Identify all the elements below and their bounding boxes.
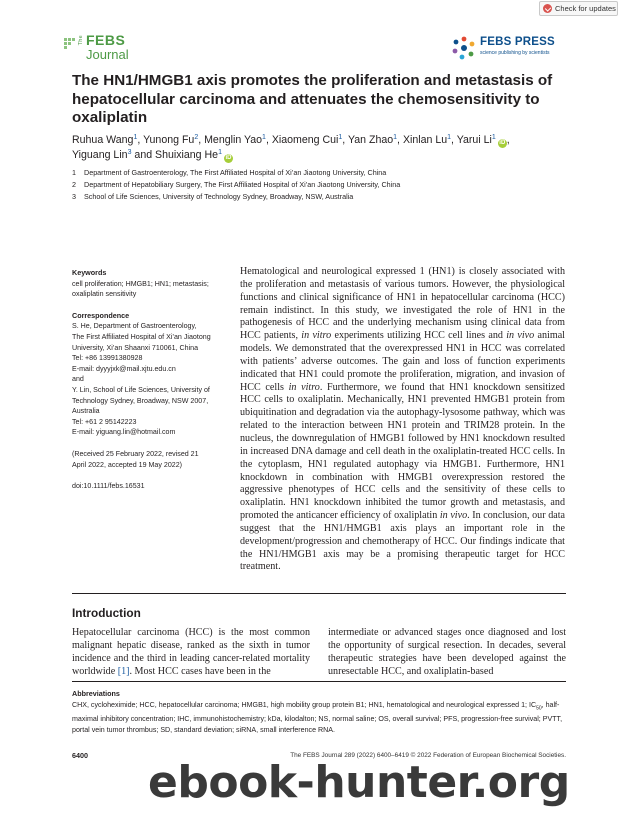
keywords-text: cell proliferation; HMGB1; HN1; metastasis; oxaliplatin sensitivity: [72, 279, 209, 299]
publisher-tagline: science publishing by scientists: [480, 50, 550, 56]
received-dates: (Received 25 February 2022, revised 21: [72, 449, 199, 458]
correspondence-line: Y. Lin, School of Life Sciences, University of: [72, 385, 210, 394]
abstract-italic: in vitro: [301, 330, 332, 342]
author[interactable]: Yiguang Lin: [72, 149, 128, 161]
article-title: The HN1/HMGB1 axis promotes the proliferation and metastasis of hepatocellular carcinoma and attenuates the chemosensitivity to oxaliplatin: [72, 72, 553, 126]
abstract-segment: Hematological and neurological expressed 1 (HN1) is closely associated with the proliferation and metastasis of various tumors. However, the physiological functions and clinical significance of HN1 in hepatocellular carcinoma (HCC) remain indistinct. In this study, we investigated the role of HN1 in the pathogenesis of HCC and the underlying mechanism using clinical data from HCC patients,: [240, 266, 565, 342]
author-affiliation-marker: 1: [393, 134, 398, 141]
affiliation-1: 1 Department of Gastroenterology, The First Affiliated Hospital of Xi’an Jiaotong University, China: [72, 168, 387, 177]
author-list: [72, 133, 552, 163]
correspondence-email[interactable]: E-mail: dyyyjxk@mail.xjtu.edu.cn: [72, 364, 176, 373]
publisher-logo: [450, 34, 560, 64]
author-separator: ,: [451, 134, 457, 146]
section-divider: [72, 593, 566, 594]
keywords-heading: Keywords: [72, 268, 107, 277]
abstract-italic: in vitro: [288, 381, 320, 393]
correspondence-line: Tel: +86 13991380928: [72, 354, 143, 363]
author-separator: ,: [342, 134, 348, 146]
author-separator: ,: [265, 134, 272, 146]
journal-logo-the: The: [78, 35, 84, 46]
correspondence-line: S. He, Department of Gastroenterology,: [72, 322, 197, 331]
watermark: ebook-hunter.org: [148, 757, 570, 808]
affiliation-3: 3 School of Life Sciences, University of Technology Sydney, Broadway, NSW, Australia: [72, 192, 354, 201]
author-separator: ,: [198, 134, 205, 146]
author-affiliation-marker: 1: [338, 134, 343, 141]
author[interactable]: Ruhua Wang: [72, 134, 134, 146]
page-number: 6400: [72, 751, 88, 760]
journal-logo-febs: FEBS: [86, 32, 126, 48]
abstract-italic: in vivo: [506, 330, 535, 342]
abbreviations-heading: Abbreviations: [72, 689, 120, 698]
correspondence-line: and: [72, 375, 84, 384]
correspondence-heading: Correspondence: [72, 310, 130, 320]
author[interactable]: Shuixiang He: [155, 149, 219, 161]
correspondence-line: Tel: +61 2 95142223: [72, 417, 137, 426]
introduction-column-2: intermediate or advanced stages once diagnosed and lost the opportunity of surgical resection. In decades, several therapeutic strategies have been developed against the unresectable HCC, and oxaliplatin-based: [328, 627, 566, 677]
footer-citation: The FEBS Journal 289 (2022) 6400–6419 © 2022 Federation of European Biochemical Societies.: [290, 752, 566, 759]
correspondence-line: Australia: [72, 407, 100, 416]
author-separator: ,: [137, 134, 144, 146]
doi-link[interactable]: doi:10.1111/febs.16531: [72, 482, 145, 491]
abbreviations-text: CHX, cycloheximide; HCC, hepatocellular carcinoma; HMGB1, high mobility group protein B1; HN1, hematological and neurological expressed 1; $IC_{50}$, half-maximal inhibitory concentration; IHC, immunohistochemistry; kDa, kilodalton; NS, normal saline; OS, overall survival; PFS, progression-free survival; PVTT, portal vein tumor thrombus; SD, standard deviation; siRNA, small interference RNA.: [72, 701, 563, 734]
abstract-segment: . In conclusion, our data suggest that the HN1/HMGB1 axis plays an important role in the development/progression and chemotherapy of HCC. Our findings indicate that the HN1/HMGB1 axis may be a promising therapeutic target for HCC treatment.: [240, 510, 566, 573]
publisher-name: FEBS PRESS: [480, 36, 555, 48]
author[interactable]: Menglin Yao: [204, 134, 263, 146]
check-updates-label: Check for updates: [555, 4, 616, 13]
correspondence-line: University, Xi’an Shaanxi 710061, China: [72, 343, 199, 352]
reference-link[interactable]: [1]: [117, 665, 130, 677]
abstract-italic: in vivo: [439, 510, 468, 522]
febs-press-globe-icon: [450, 34, 478, 62]
check-updates-icon: [543, 4, 552, 13]
abstract-segment: experiments utilizing HCC cell lines and: [331, 330, 507, 342]
author-separator: ,: [506, 134, 510, 146]
affiliation-2: 2 Department of Hepatobiliary Surgery, The First Affiliated Hospital of Xi’an Jiaotong University, China: [72, 180, 401, 189]
orcid-icon[interactable]: iD: [225, 155, 232, 161]
introduction-heading: Introduction: [72, 606, 141, 620]
author-affiliation-marker: 3: [127, 149, 132, 156]
author-affiliation-marker: 1: [262, 134, 266, 141]
journal-logo-journal: Journal: [86, 47, 129, 62]
author-affiliation-marker: 2: [194, 134, 199, 141]
orcid-icon[interactable]: iD: [499, 140, 506, 146]
author[interactable]: Yan Zhao: [347, 134, 394, 146]
abbreviations-divider: [72, 681, 566, 682]
author[interactable]: Yarui Li: [456, 134, 492, 146]
author[interactable]: Yunong Fu: [143, 134, 195, 146]
correspondence-email[interactable]: E-mail: yiguang.lin@hotmail.com: [72, 428, 176, 437]
abstract-segment: . Furthermore, we found that HN1 knockdown sensitized HCC cells to oxaliplatin. Mechanically, HN1 prevented HMGB1 protein from ubiquitination and degradation via the autophagy-lysosome pathway, which was related to the interaction between HN1 protein and TRIM28 protein. In the nucleus, the downregulation of HMGB1 followed by HN1 knockdown resulted in increased DNA damage and cell death in the oxaliplatin-treated HCC cells. In the cytoplasm, HN1 regulated autophagy via HMGB1. Furthermore, HN1 knockdown in combination with HMGB1 overexpression restored the aggressive phenotypes of HCC cells and the sensitivity of these cells to oxaliplatin. HN1 knockdown inhibited the tumor growth and metastasis, and promoted the anticancer efficiency of oxaliplatin: [240, 381, 565, 522]
check-for-updates-button[interactable]: [539, 1, 618, 16]
author[interactable]: Xinlan Lu: [402, 134, 448, 146]
abstract-segment: animal models. We demonstrated that the overexpressed HN1 in HCC was correlated with patients’ adverse outcomes. The gain and loss of function experiments indicated that HN1 could promote the proliferation, migration, and invasion of HCC cells: [240, 330, 565, 393]
abstract-text: [240, 266, 565, 574]
received-dates: April 2022, accepted 19 May 2022): [72, 460, 183, 469]
author-affiliation-marker: 1: [447, 134, 452, 141]
author-affiliation-marker: 1: [218, 149, 222, 156]
correspondence-line: The First Affiliated Hospital of Xi’an Jiaotong: [72, 332, 211, 341]
author[interactable]: Xiaomeng Cui: [271, 134, 339, 146]
introduction-column-1: Hepatocellular carcinoma (HCC) is the most common malignant hepatic disease, ranked as the sixth in tumor incidence and the third in leading cancer-related mortality worldwide [1]. Most HCC cases have been in the: [72, 627, 310, 677]
author-affiliation-marker: 1: [491, 134, 496, 141]
journal-logo: [64, 34, 146, 64]
author-affiliation-marker: 1: [133, 134, 138, 141]
author-separator: and: [131, 149, 156, 161]
author-separator: ,: [397, 134, 403, 146]
correspondence-line: Technology Sydney, Broadway, NSW 2007,: [72, 396, 209, 405]
article-sidebar: [72, 268, 230, 492]
